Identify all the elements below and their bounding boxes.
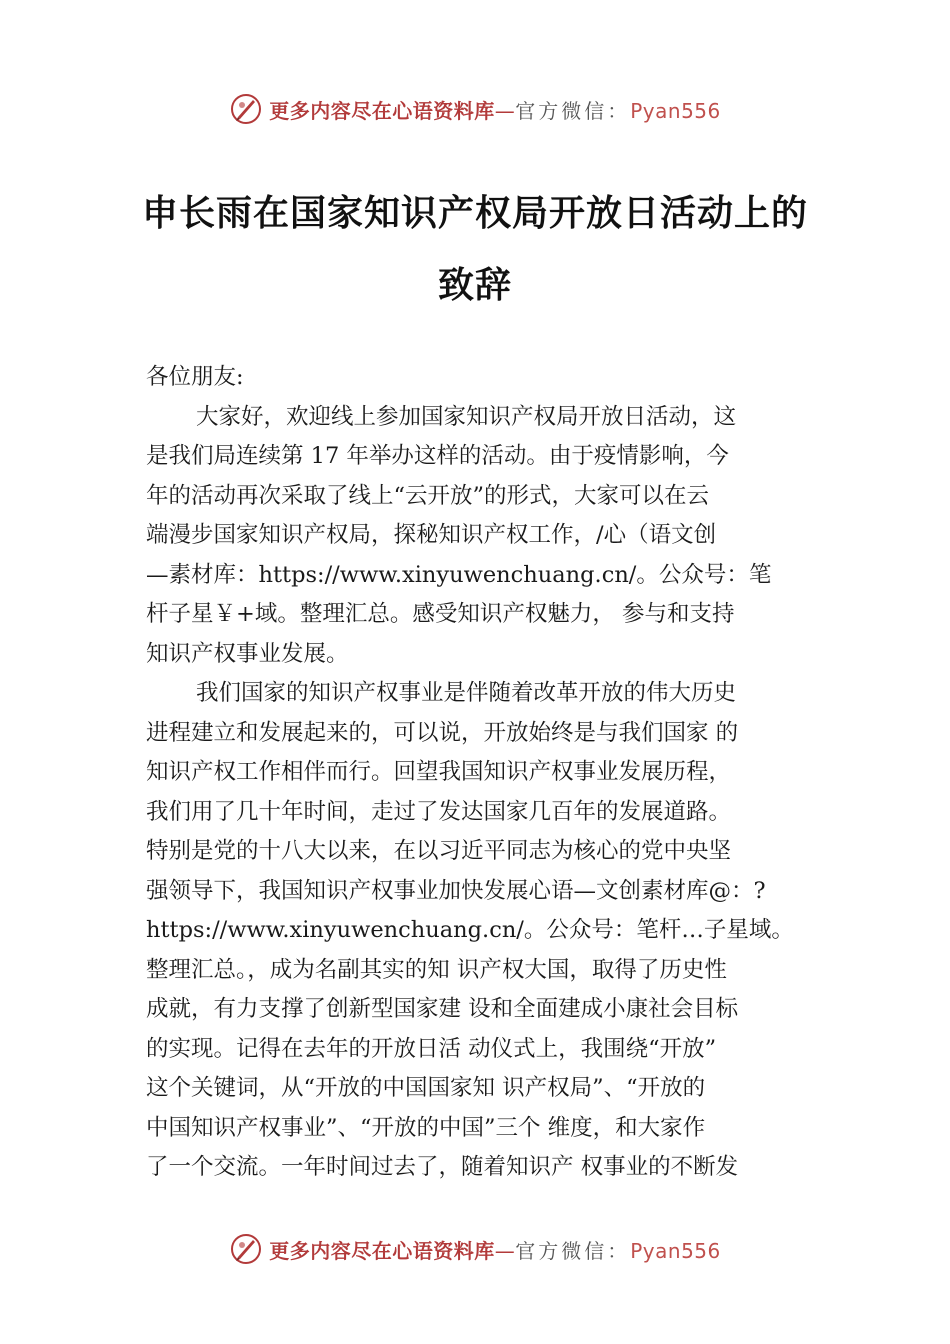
body-line: 的实现。记得在去年的开放日活 动仪式上，我围绕“开放” — [146, 1035, 717, 1062]
body-line: 强领导下，我国知识产权事业加快发展心语—文创素材库@：? — [146, 877, 766, 904]
body-line: 大家好，欢迎线上参加国家知识产权局开放日活动，这 — [196, 403, 737, 430]
body-line: 这个关键词，从“开放的中国国家知 识产权局”、“开放的 — [146, 1075, 706, 1101]
document-title-line2: 致辞 — [437, 265, 512, 306]
footer-watermark — [0, 1232, 950, 1266]
watermark-library: 更多内容尽在心语资料库 — [269, 1238, 495, 1263]
body-line: 成就，有力支撑了创新型国家建 设和全面建成小康社会目标 — [146, 996, 739, 1022]
body-line: 了一个交流。一年时间过去了，随着知识产 权事业的不断发 — [146, 1154, 739, 1180]
watermark-wechat-id: Pyan556 — [630, 1238, 721, 1263]
body-line: 中国知识产权事业”、“开放的中国”三个 维度，和大家作 — [146, 1114, 706, 1141]
quill-pen-logo-icon — [229, 1232, 263, 1266]
watermark-text — [269, 1235, 721, 1264]
watermark-wechat-id: Pyan556 — [630, 98, 721, 123]
body-line: 是我们局连续第 17 年举办这样的活动。由于疫情影响，今 — [146, 443, 729, 469]
quill-pen-logo-icon — [229, 92, 263, 126]
body-line: 特别是党的十八大以来，在以习近平同志为核心的党中央坚 — [146, 838, 732, 864]
watermark-library: 更多内容尽在心语资料库 — [269, 98, 495, 123]
watermark-wechat-label: 官方微信： — [515, 1238, 631, 1263]
watermark-dash: — — [494, 1238, 516, 1263]
salutation: 各位朋友: — [146, 364, 244, 390]
body-line: 知识产权工作相伴而行。回望我国知识产权事业发展历程， — [146, 759, 732, 785]
body-line: 端漫步国家知识产权局，探秘知识产权工作，/心（语文创 — [146, 522, 717, 548]
body-line: https://www.xinyuwenchuang.cn/。公众号：笔杆…子星域。 — [146, 917, 794, 943]
body-line: 整理汇总。，成为名副其实的知 识产权大国，取得了历史性 — [146, 956, 727, 983]
document-title-line1: 申长雨在国家知识产权局开放日活动上的 — [141, 193, 808, 234]
body-line: 知识产权事业发展。 — [146, 640, 349, 667]
watermark-text — [269, 95, 721, 124]
document-body — [146, 358, 836, 1188]
body-line: 我们国家的知识产权事业是伴随着改革开放的伟大历史 — [196, 680, 737, 706]
body-line: 年的活动再次采取了线上“云开放”的形式，大家可以在云 — [146, 482, 710, 509]
watermark-wechat-label: 官方微信： — [515, 98, 631, 123]
header-watermark — [0, 92, 950, 126]
watermark-dash: — — [494, 98, 516, 123]
body-line: 我们用了几十年时间，走过了发达国家几百年的发展道路。 — [146, 798, 732, 825]
body-line: 进程建立和发展起来的，可以说，开放始终是与我们国家 的 — [146, 719, 739, 746]
body-line: —素材库：https://www.xinyuwenchuang.cn/。公众号：笔 — [146, 561, 772, 588]
body-line: 杆子星￥+域。整理汇总。感受知识产权魅力， 参与和支持 — [146, 601, 735, 627]
